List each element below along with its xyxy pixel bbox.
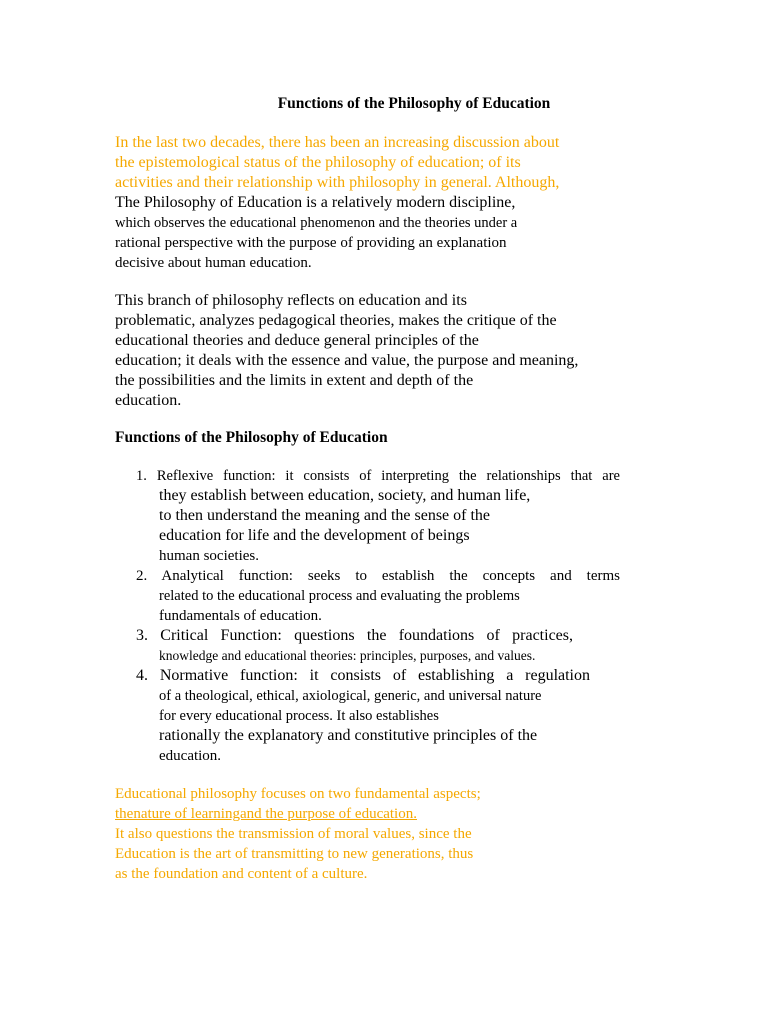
branch-line: education. [115,392,182,409]
function-continuation: human societies. [159,548,259,564]
function-continuation: education. [159,748,222,764]
function-continuation: of a theological, ethical, axiological, generic, and universal nature [159,688,542,704]
function-continuation: they establish between education, society, and human life, [159,487,531,504]
intro-line: the epistemological status of the philosophy of education; of its [115,154,521,171]
list-item [136,626,620,666]
branch-paragraph [115,291,655,411]
intro-line: decisive about human education. [115,255,312,271]
branch-line: education; it deals with the essence and value, the purpose and meaning, [115,352,579,369]
function-item-analytical: 2. Analytical function: seeks to establish the concepts and terms [136,568,620,584]
list-item [136,466,620,566]
closing-line [115,804,655,824]
branch-line: the possibilities and the limits in extent and depth of the [115,372,474,389]
intro-paragraph [115,133,655,273]
function-continuation: to then understand the meaning and the sense of the [159,507,491,524]
intro-line: which observes the educational phenomenon and the theories under a [115,215,518,231]
function-continuation: for every educational process. It also establishes [159,708,439,724]
closing-line-text: thenature of learningand the purpose of education. [115,806,417,822]
function-item-critical: 3. Critical Function: questions the foundations of practices, [136,627,573,644]
branch-line: This branch of philosophy reflects on education and its [115,292,467,309]
intro-line: activities and their relationship with philosophy in general. Although, [115,174,560,191]
closing-line: Education is the art of transmitting to new generations, thus [115,846,474,862]
intro-line: The Philosophy of Education is a relatively modern discipline, [115,194,516,211]
function-continuation: related to the educational process and evaluating the problems [159,588,520,604]
closing-paragraph [115,784,655,884]
function-continuation: fundamentals of education. [159,608,322,624]
closing-line: It also questions the transmission of moral values, since the [115,826,472,842]
functions-list [136,466,620,766]
function-continuation: education for life and the development of beings [159,527,470,544]
list-item [136,666,620,766]
closing-line: as the foundation and content of a culture. [115,866,368,882]
function-continuation: rationally the explanatory and constitutive principles of the [159,727,538,744]
intro-line: rational perspective with the purpose of providing an explanation [115,235,507,251]
closing-line: Educational philosophy focuses on two fundamental aspects; [115,786,481,802]
branch-line: problematic, analyzes pedagogical theories, makes the critique of the [115,312,557,329]
intro-line: In the last two decades, there has been an increasing discussion about [115,134,560,151]
function-item-normative: 4. Normative function: it consists of establishing a regulation [136,667,590,684]
branch-line: educational theories and deduce general principles of the [115,332,479,349]
document-title: Functions of the Philosophy of Education [277,95,551,112]
function-continuation: knowledge and educational theories: principles, purposes, and values. [159,648,536,663]
list-item [136,566,620,626]
function-item-reflexive: 1. Reflexive function: it consists of interpreting the relationships that are [136,468,620,484]
section-heading: Functions of the Philosophy of Education [115,429,388,446]
